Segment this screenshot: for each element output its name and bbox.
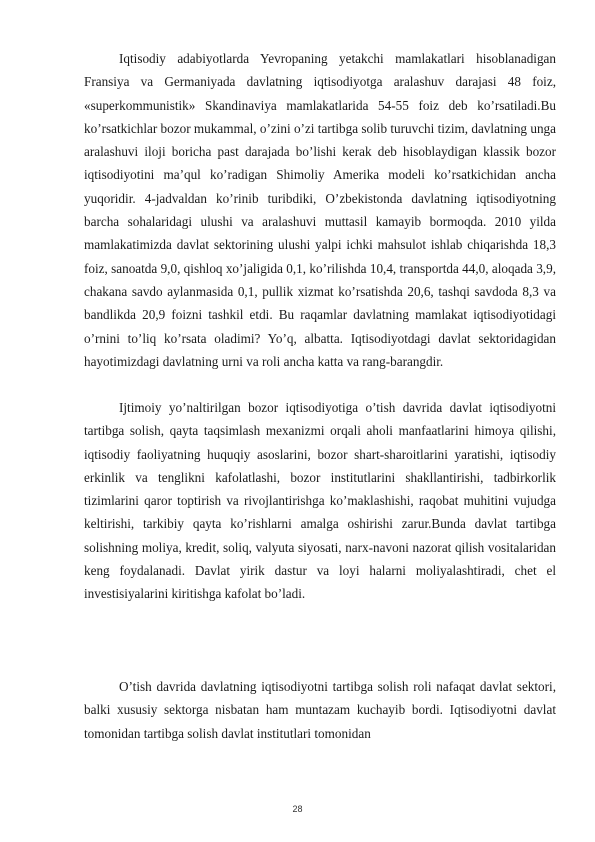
paragraph-state-share: Iqtisodiy adabiyotlarda Yevropaning yetakchi mamlakatlari hisoblanadigan Fransiya va Germaniyada davlatning iqtisodiyotga aralashuv darajasi 48 foiz, «superkommunistik» Skandinaviya mamlakatlarida 54-55 foiz deb ko’rsatiladi.Bu ko’rsatkichlar bozor mukammal, o’zini o’zi tartibga solib turuvchi tizim, davlatning unga aralashuvi iloji boricha past darajada bo’lishi kerak deb hisoblaydigan klassik bozor iqtisodiyotini ma’qul ko’radigan Shimoliy Amerika modeli ko’rsatkichidan ancha yuqoridir. 4-jadvaldan ko’rinib turibdiki, O’zbekistonda davlatning iqtisodiyotning barcha sohalaridagi ulushi va aralashuvi muttasil kamayib bormoqda. 2010 yilda mamlakatimizda davlat sektorining ulushi yalpi ichki mahsulot ishlab chiqarishda 18,3 foiz, sanoatda 9,0, qishloq xo’jaligida 0,1, ko’rilishda 10,4, transportda 44,0, aloqada 3,9, chakana savdo aylanmasida 0,1, pullik xizmat ko’rsatishda 20,6, tashqi savdoda 8,3 va bandlikda 20,9 foizni tashkil etdi. Bu raqamlar davlatning mamlakat iqtisodiyotidagi o’rnini to’liq ko’rsata oladimi? Yo’q, albatta. Iqtisodiyotdagi davlat sektoridagidan hayotimizdagi davlatning urni va roli ancha katta va rang-barangdir. (84, 51, 556, 369)
paragraph-state-regulation: Ijtimoiy yo’naltirilgan bozor iqtisodiyotiga o’tish davrida davlat iqtisodiyotni tartibga solish, qayta taqsimlash mexanizmi orqali aholi manfaatlarini himoya qilishi, iqtisodiy faoliyatning huquqiy asoslarini, bozor shart-sharoitlarini yaratishi, iqtisodiy erkinlik va tenglikni kafolatlashi, bozor institutlarini shakllantirishi, tadbirkorlik tizimlarini qaror toptirish va rivojlantirishga ko’maklashishi, raqobat muhitini vujudga keltirishi, tarkibiy qayta ko’rishlarni amalga oshirishi zarur.Bunda davlat tartibga solishning moliya, kredit, soliq, valyuta siyosati, narx-navoni nazorat qilish vositalaridan keng foydalanadi. Davlat yirik dastur va loyi halarni moliyalashtiradi, chet el investisiyalarini kiritishga kafolat bo’ladi. (84, 400, 556, 602)
page-number: 28 (292, 804, 303, 814)
paragraph-transition-role: O’tish davrida davlatning iqtisodiyotni tartibga solish roli nafaqat davlat sektori, balki xususiy sektorga nisbatan ham muntazam kuchayib bordi. Iqtisodiyotni davlat tomonidan tartibga solish davlat institutlari tomonidan (84, 679, 556, 741)
